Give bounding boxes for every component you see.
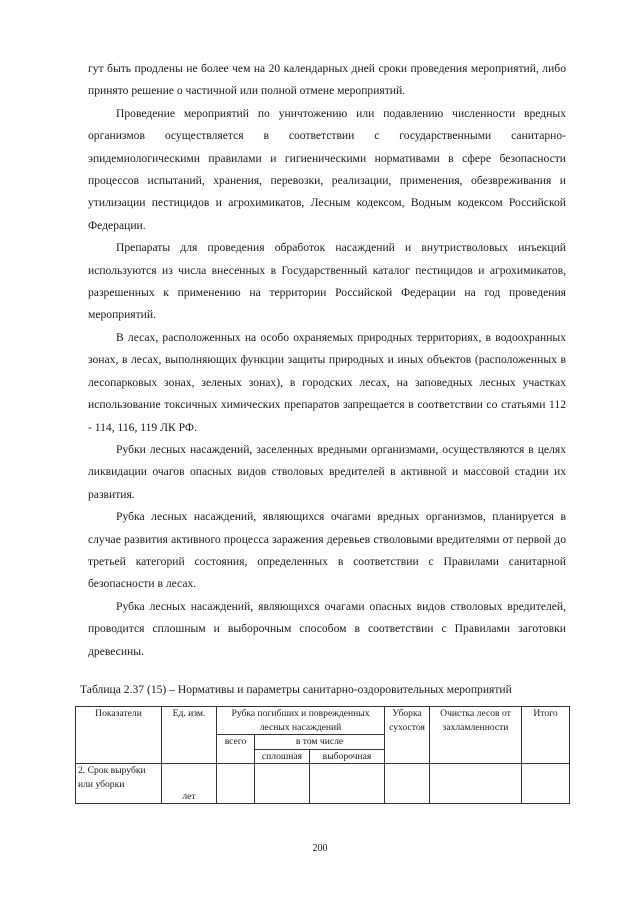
empty-cell [310,764,385,804]
document-body [80,58,566,700]
paragraph: Рубки лесных насаждений, заселенных вредными организмами, осуществляются в целях ликвидации очагов опасных видов стволовых вредителей в активной и массовой стадии их развития. [88,442,566,501]
empty-cell [430,764,522,804]
row-indicator: 2. Срок вырубки или уборки [76,764,162,804]
page-number: 200 [312,843,328,854]
header-unit: Ед. изм. [162,707,217,764]
header-clear-cut: сплошная [255,749,310,764]
header-felling: Рубка погибших и поврежденных лесных насаждений [217,707,385,735]
header-deadwood: Уборка сухостоя [385,707,430,764]
empty-cell [385,764,430,804]
row-unit: лет [162,764,217,804]
header-selective-cut: выборочная [310,749,385,764]
table-header-row [76,707,570,735]
table-row [76,764,570,804]
paragraph: Рубка лесных насаждений, являющихся очагами опасных видов стволовых вредителей, проводится сплошным и выборочным способом в соответствии с Правилами заготовки древесины. [88,599,566,658]
empty-cell [255,764,310,804]
paragraph: Проведение мероприятий по уничтожению или подавлению численности вредных организмов осуществляется в соответствии с государственными санитарно-эпидемиологическими правилами и гигиеническими нормативами в сфере безопасности процессов испытаний, хранения, перевозки, реализации, применения, обезвреживания и утилизации пестицидов и агрохимикатов, Лесным кодексом, Водным кодексом Российской Федерации. [88,106,566,232]
table-caption: Таблица 2.37 (15) – Нормативы и параметры санитарно-оздоровительных мероприятий [80,682,512,696]
norms-table [75,706,570,804]
paragraph: гут быть продлены не более чем на 20 календарных дней сроки проведения мероприятий, либо принято решение о частичной или полной отмене мероприятий. [88,62,566,98]
paragraph: В лесах, расположенных на особо охраняемых природных территориях, в водоохранных зонах, в лесах, выполняющих функции защиты природных и иных объектов (расположенных в лесопарковых зонах, зеленых зонах), в городских лесах, на заповедных лесных участках использование токсичных химических препаратов запрещается в соответствии со статьями 112 - 114, 116, 119 ЛК РФ. [88,330,566,434]
header-total-sub: всего [217,735,255,764]
header-total: Итого [522,707,570,764]
paragraph: Рубка лесных насаждений, являющихся очагами вредных организмов, планируется в случае развития активного процесса заражения деревьев стволовыми вредителями от первой до третьей категорий состояния, определенных в соответствии с Правилами санитарной безопасности в лесах. [88,510,566,591]
empty-cell [217,764,255,804]
paragraph: Препараты для проведения обработок насаждений и внутристволовых инъекций используются из числа внесенных в Государственный каталог пестицидов и агрохимикатов, разрешенных к применению на территории Российской Федерации на год проведения мероприятий. [88,241,566,322]
header-indicators: Показатели [76,707,162,764]
empty-cell [522,764,570,804]
header-including: в том числе [255,735,385,750]
header-clutter: Очистка лесов от захламленности [430,707,522,764]
